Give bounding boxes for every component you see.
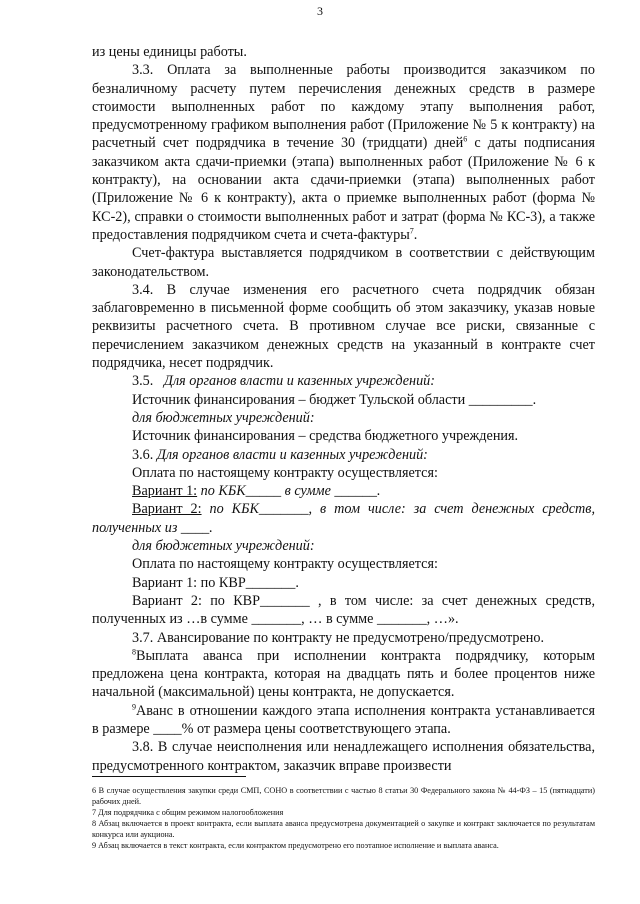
paragraph-3-3-text-a: 3.3. Оплата за выполненные работы производится заказчиком по безналичному расчету путем перечисления денежных средств в размере стоимости выполненных работ по каждому этапу выполнения работ, предусмотренному графиком выполнения работ (Приложение № 5 к контракту) на расчетный счет подрядчика в течение 30 (тридцати) дней — [92, 62, 595, 152]
footnote-separator — [92, 776, 246, 777]
footnote-9: 9 Абзац включается в текст контракта, если контрактом предусмотрено его поэтапное исполнение и выплата аванса. — [92, 841, 499, 851]
variant-1-kbk-text: по КБК_____ в сумме ______. — [197, 483, 381, 500]
footnote-ref-6: 6 — [463, 134, 468, 144]
paragraph-3-3-payment — [92, 61, 595, 244]
variant-2-label: Вариант 2: — [132, 501, 202, 518]
footnote-ref-7: 7 — [409, 226, 414, 236]
footnote-ref-9: 9 — [132, 701, 136, 711]
paragraph-3-7-advance: 3.7. Авансирование по контракту не предусмотрено/предусмотрено. — [132, 629, 545, 646]
paragraph-stage-advance — [92, 702, 595, 739]
paragraph-advance-restriction-text: Выплата аванса при исполнении контракта подрядчику, которым предложена цена контракта, которая на двадцать пять и более процентов ниже начальной (максимальной) цены контракта, не допускается. — [92, 647, 595, 701]
paragraph-3-6-heading — [92, 446, 595, 464]
footnote-ref-8: 8 — [132, 647, 136, 657]
paragraph-3-8-nonperformance: 3.8. В случае неисполнения или ненадлежащего исполнения обязательства, предусмотренного контрактом, заказчик вправе произвести — [92, 739, 595, 774]
paragraph-invoice: Счет-фактура выставляется подрядчиком в соответствии с действующим законодательством. — [92, 245, 595, 280]
footnote-8: 8 Абзац включается в проект контракта, если выплата аванса предусмотрена документацией о закупке и контракт заключается по результатам конкурса или аукциона. — [92, 819, 595, 840]
paragraph-payment-intro-2: Оплата по настоящему контракту осуществляется: — [132, 556, 438, 573]
paragraph-stage-advance-text: Аванс в отношении каждого этапа исполнения контракта устанавливается в размере ____% от размера цены соответствующего этапа. — [92, 702, 595, 737]
paragraph-3-4-account-change: 3.4. В случае изменения его расчетного счета подрядчик обязан заблаговременно в письменной форме сообщить об этом заказчику, указав новые реквизиты расчетного счета. В противном случае все риски, связанные с перечислением заказчиком денежных средств на указанный в контракте счет подрядчика, несет подрядчик. — [92, 281, 595, 372]
paragraph-variant-2-kbk — [92, 500, 595, 537]
paragraph-variant-2-kvr: Вариант 2: по КВР_______ , в том числе: за счет денежных средств, полученных из …в сумме _______, … в сумме _______, …». — [92, 592, 595, 628]
footnotes — [92, 785, 595, 852]
paragraph-3-6-number: 3.6. — [132, 446, 154, 463]
paragraph-funding-source-budget: Источник финансирования – бюджет Тульской области _________. — [132, 391, 537, 408]
paragraph-3-5-authorities-label: Для органов власти и казенных учреждений: — [163, 373, 436, 390]
footnote-6: 6 В случае осуществления закупки среди СМП, СОНО в соответствии с частью 8 статьи 30 Федерального закона № 44-ФЗ – 15 (пятнадцати) рабочих дней. — [92, 786, 595, 807]
document-body — [92, 43, 595, 775]
variant-1-label: Вариант 1: — [132, 483, 198, 500]
paragraph-funding-source-institution: Источник финансирования – средства бюджетного учреждения. — [132, 428, 519, 445]
page-number: 3 — [317, 4, 323, 18]
variant-2-kbk-text: по КБК_______, в том числе: за счет денежных средств, полученных из ____. — [92, 501, 595, 536]
paragraph-3-5-number: 3.5. — [132, 373, 154, 390]
paragraph-variant-1-kvr: Вариант 1: по КВР_______. — [132, 574, 299, 591]
paragraph-3-5-heading — [92, 372, 595, 390]
paragraph-3-6-authorities-label: Для органов власти и казенных учреждений: — [156, 446, 428, 463]
paragraph-payment-intro-1: Оплата по настоящему контракту осуществляется: — [132, 464, 438, 481]
paragraph-budget-institutions-label-2: для бюджетных учреждений: — [132, 538, 315, 555]
paragraph-3-3-text-c: . — [413, 226, 418, 243]
paragraph-variant-1-kbk — [92, 482, 595, 500]
paragraph-unit-price-end: из цены единицы работы. — [92, 44, 247, 60]
paragraph-advance-restriction — [92, 647, 595, 702]
paragraph-budget-institutions-label-1: для бюджетных учреждений: — [132, 409, 315, 426]
paragraph-3-3-text-b: с даты подписания заказчиком акта сдачи-приемки (этапа) выполненных работ (Приложение № 6 к контракту), на основании акта сдачи-приемки (этапа) выполненных работ (Приложение № 6 к контракту), акта о приемке выполненных работ (форма № КС-2), справки о стоимости выполненных работ и затрат (форма № КС-3), а также предоставления подрядчиком счета и счета-фактуры — [92, 135, 595, 243]
footnote-7: 7 Для подрядчика с общим режимом налогообложения — [92, 808, 284, 818]
